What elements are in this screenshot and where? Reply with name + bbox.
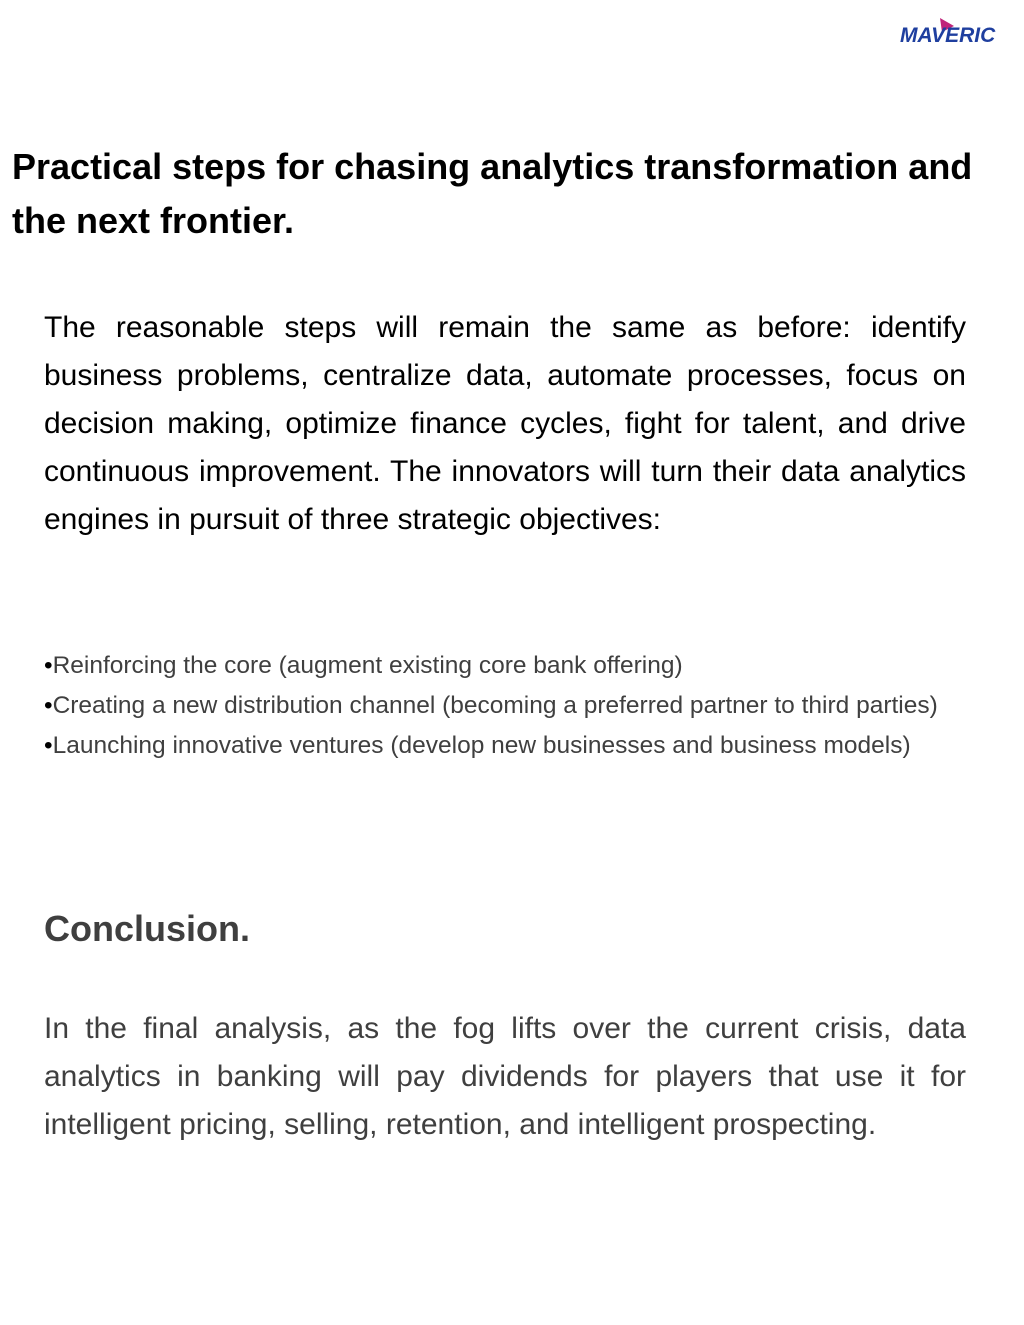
conclusion-heading: Conclusion.	[44, 908, 250, 949]
intro-paragraph: The reasonable steps will remain the same as before: identify business problems, centralize data, automate processes, focus on decision making, optimize finance cycles, fight for talent, and drive continuous improvement. The innovators will turn their data analytics engines in pursuit of three strategic objectives:	[44, 311, 966, 536]
bullet-icon: •	[44, 652, 53, 679]
conclusion-paragraph: In the final analysis, as the fog lifts over the current crisis, data analytics in banking will pay dividends for players that use it for intelligent pricing, selling, retention, and intelligent prospecting.	[44, 1012, 966, 1141]
list-item-text: Creating a new distribution channel (becoming a preferred partner to third parties)	[52, 692, 938, 719]
objectives-list	[44, 646, 966, 766]
list-item	[44, 646, 966, 686]
maveric-logo	[896, 12, 1018, 46]
bullet-icon: •	[44, 732, 53, 759]
maveric-logo-icon	[896, 12, 1018, 46]
logo-text: MAVERIC	[900, 24, 996, 46]
list-item-text: Launching innovative ventures (develop new businesses and business models)	[52, 732, 911, 759]
page-title: Practical steps for chasing analytics transformation and the next frontier.	[12, 146, 973, 241]
list-item-text: Reinforcing the core (augment existing core bank offering)	[52, 652, 683, 679]
list-item	[44, 726, 966, 766]
list-item	[44, 686, 966, 726]
bullet-icon: •	[44, 692, 53, 719]
